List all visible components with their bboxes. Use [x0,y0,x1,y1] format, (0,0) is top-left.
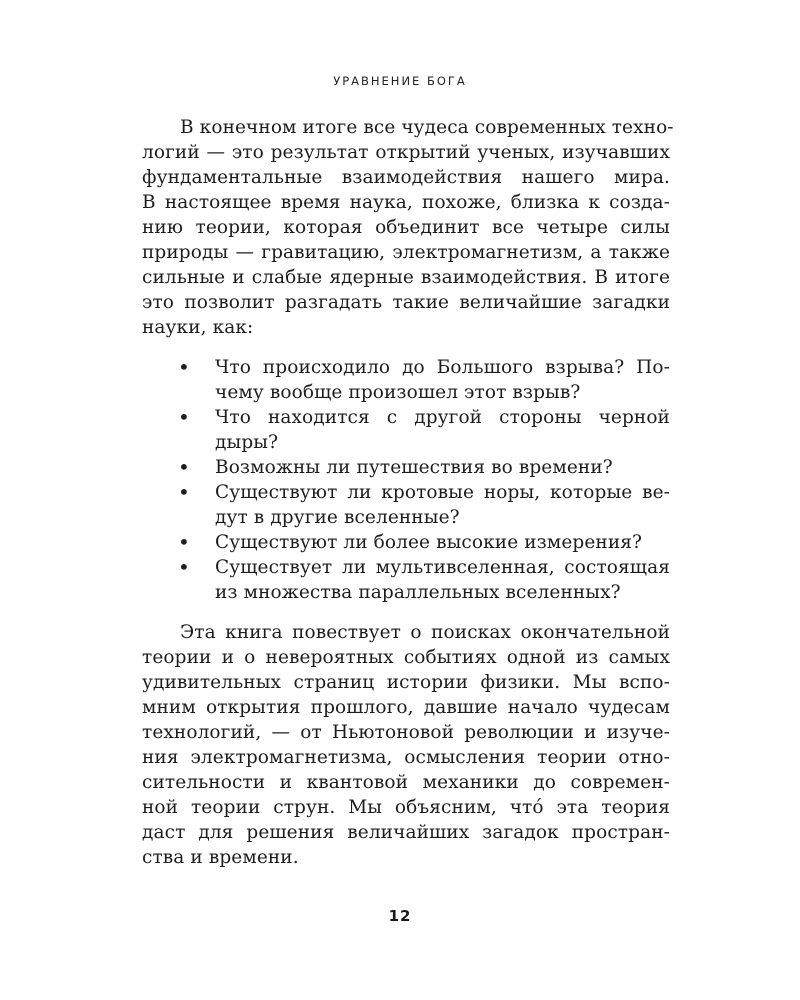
list-item-line: Существуют ли кротовые норы, которые ве- [215,482,670,503]
list-item [142,530,670,555]
paragraph-line: В настоящее время наука, похоже, близка к созда- [142,192,670,213]
list-item-line: из множества параллельных вселенных? [215,582,621,603]
paragraph-line: технологий, — от Ньютоновой революции и изуче- [142,722,670,743]
paragraph-about-book [142,620,670,870]
list-item-line: Существует ли мультивселенная, состоящая [215,557,670,578]
list-item-line: Что происходило до Большого взрыва? По- [215,357,670,378]
bullet-list [142,355,670,605]
paragraph-intro [142,115,674,340]
running-header: УРАВНЕНИЕ БОГА [333,74,467,88]
page-number: 12 [388,907,412,925]
list-item-line: Возможны ли путешествия во времени? [215,457,613,478]
list-item-line: Существуют ли более высокие измерения? [215,532,643,553]
paragraph-line: В конечном итоге все чудеса современных техно- [180,117,674,138]
list-item [142,355,670,405]
list-item-line: дыры? [215,432,279,453]
paragraph-line: теории и о невероятных событиях одной из самых [142,647,670,668]
list-item-line: Что находится с другой стороны черной [215,407,670,428]
paragraph-line: сильные и слабые ядерные взаимодействия. В итоге [142,267,670,288]
list-item [142,480,670,530]
paragraph-line: это позволит разгадать такие величайшие загадки [142,292,670,313]
paragraph-line: ния электромагнетизма, осмысления теории отно- [142,747,670,768]
list-item-line: чему вообще произошел этот взрыв? [215,382,581,403]
paragraph-line: логий — это результат открытий ученых, изучавших [142,142,670,163]
list-item-line: дут в другие вселенные? [215,507,460,528]
bullet-marker: • [178,530,190,554]
bullet-marker: • [178,405,190,429]
list-item [142,555,670,605]
paragraph-line: ной теории струн. Мы объясним, чтó эта теория [142,797,670,818]
list-item [142,455,670,480]
paragraph-line: сительности и квантовой механики до современ- [142,772,670,793]
paragraph-line: нию теории, которая объединит все четыре силы [142,217,670,238]
paragraph-line: Эта книга повествует о поисках окончательной [180,622,670,643]
paragraph-line: ства и времени. [142,847,299,868]
list-item [142,405,670,455]
paragraph-line: фундаментальные взаимодействия нашего мира. [142,167,670,188]
paragraph-line: удивительных страниц истории физики. Мы вспо- [142,672,670,693]
bullet-marker: • [178,480,190,504]
bullet-marker: • [178,355,190,379]
bullet-marker: • [178,455,190,479]
paragraph-line: науки, как: [142,317,254,338]
paragraph-line: природы — гравитацию, электромагнетизм, а также [142,242,670,263]
bullet-marker: • [178,555,190,579]
paragraph-line: мним открытия прошлого, давшие начало чудесам [142,697,670,718]
paragraph-line: даст для решения величайших загадок простран- [142,822,670,843]
